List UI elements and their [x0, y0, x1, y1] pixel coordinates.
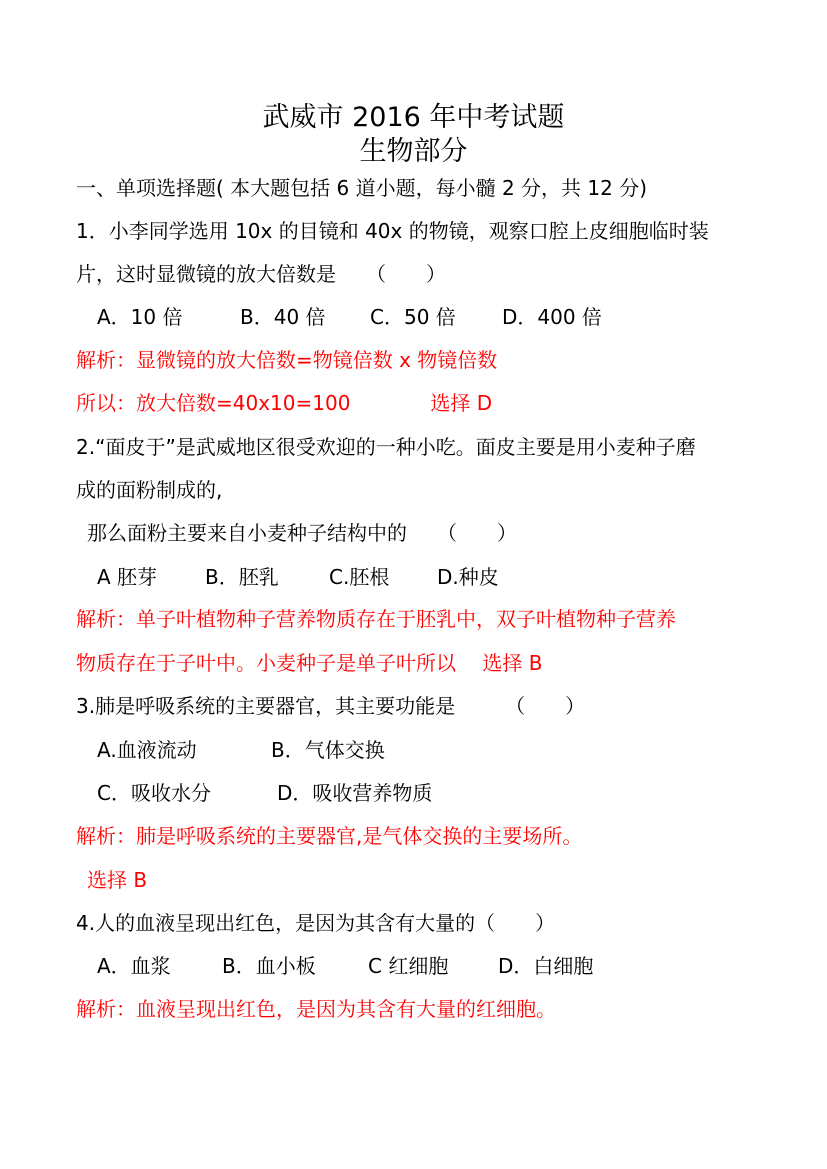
analysis-line: 选择 B [87, 868, 148, 892]
option-b: B．气体交换 [271, 738, 385, 762]
analysis-line: 解析：显微镜的放大倍数=物镜倍数 x 物镜倍数 [76, 348, 498, 372]
option-c: C 红细胞 [368, 954, 449, 978]
question-stem-line: 1．小李同学选用 10x 的目镜和 40x 的物镜，观察口腔上皮细胞临时装 [76, 219, 709, 243]
analysis-line: 物质存在于子叶中。小麦种子是单子叶所以 选择 B [76, 651, 543, 675]
option-a: A.血液流动 [97, 738, 197, 762]
question-stem-line: 2.“面皮于”是武威地区很受欢迎的一种小吃。面皮主要是用小麦种子磨 [76, 435, 696, 459]
option-c: C．吸收水分 [97, 781, 211, 805]
option-b: B．40 倍 [240, 305, 326, 329]
exam-title: 武威市 2016 年中考试题 [262, 102, 565, 133]
analysis-line: 解析：肺是呼吸系统的主要器官,是气体交换的主要场所。 [76, 824, 583, 848]
section-heading: 一、单项选择题( 本大题包括 6 道小题，每小髓 2 分，共 12 分) [76, 176, 648, 200]
question-stem-line: 那么面粉主要来自小麦种子结构中的 （ ） [87, 521, 517, 545]
question-stem-line: 成的面粉制成的, [76, 478, 223, 502]
analysis-line: 解析：血液呈现出红色，是因为其含有大量的红细胞。 [76, 997, 556, 1021]
option-c: C．50 倍 [370, 305, 456, 329]
question-stem-line: 3.肺是呼吸系统的主要器官，其主要功能是 （ ） [76, 694, 586, 718]
option-d: D．吸收营养物质 [277, 781, 433, 805]
analysis-line: 所以：放大倍数=40x10=100 选择 D [76, 391, 493, 415]
option-c: C.胚根 [329, 565, 390, 589]
option-d: D．白细胞 [498, 954, 594, 978]
exam-subtitle: 生物部分 [359, 136, 468, 167]
option-a: A．10 倍 [97, 305, 183, 329]
option-b: B．胚乳 [205, 565, 279, 589]
question-stem-line: 片，这时显微镜的放大倍数是 （ ） [76, 262, 446, 286]
option-b: B．血小板 [222, 954, 316, 978]
option-d: D．400 倍 [502, 305, 602, 329]
option-a: A 胚芽 [97, 565, 158, 589]
analysis-line: 解析：单子叶植物种子营养物质存在于胚乳中，双子叶植物种子营养 [76, 607, 676, 631]
question-stem-line: 4.人的血液呈现出红色，是因为其含有大量的（ ） [76, 911, 556, 935]
option-a: A．血浆 [97, 954, 171, 978]
option-d: D.种皮 [437, 565, 499, 589]
